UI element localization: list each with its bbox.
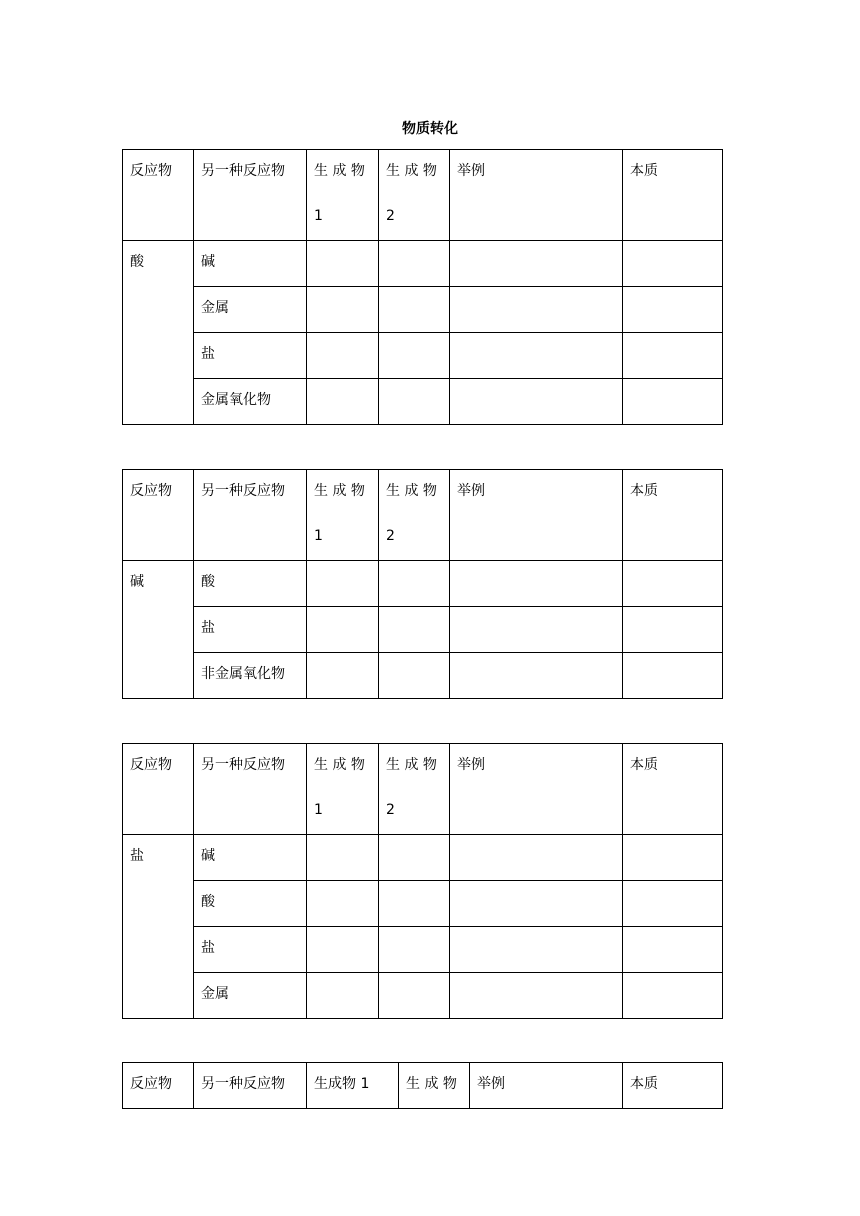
product-2-cell[interactable] — [379, 835, 450, 881]
table-row — [123, 653, 723, 699]
product-2-cell[interactable] — [379, 561, 450, 607]
product-1-cell[interactable] — [307, 973, 379, 1019]
table-row — [123, 927, 723, 973]
header-example: 举例 — [450, 470, 623, 561]
essence-cell[interactable] — [623, 835, 723, 881]
header-product-1: 生成物 1 — [307, 1063, 399, 1109]
product-2-cell[interactable] — [379, 241, 450, 287]
reactant-cell: 酸 — [123, 241, 194, 425]
example-cell[interactable] — [450, 653, 623, 699]
header-product-1-line1: 生 成 物 — [314, 483, 365, 499]
table-row — [123, 379, 723, 425]
product-2-cell[interactable] — [379, 881, 450, 927]
header-essence: 本质 — [623, 470, 723, 561]
reactant-cell: 碱 — [123, 561, 194, 699]
table-header-row — [123, 470, 723, 561]
other-reactant-cell: 盐 — [194, 607, 307, 653]
example-cell[interactable] — [450, 241, 623, 287]
product-1-cell[interactable] — [307, 379, 379, 425]
essence-cell[interactable] — [623, 927, 723, 973]
product-1-cell[interactable] — [307, 927, 379, 973]
product-2-cell[interactable] — [379, 927, 450, 973]
other-reactant-cell: 碱 — [194, 835, 307, 881]
essence-cell[interactable] — [623, 333, 723, 379]
header-product-2: 生 成 物 — [399, 1063, 470, 1109]
example-cell[interactable] — [450, 379, 623, 425]
header-other-reactant: 另一种反应物 — [194, 470, 307, 561]
table-row — [123, 881, 723, 927]
essence-cell[interactable] — [623, 607, 723, 653]
table-row — [123, 835, 723, 881]
essence-cell[interactable] — [623, 379, 723, 425]
table-header-row — [123, 744, 723, 835]
header-product-2-line2: 2 — [386, 528, 395, 544]
other-reactant-cell: 非金属氧化物 — [194, 653, 307, 699]
product-1-cell[interactable] — [307, 881, 379, 927]
essence-cell[interactable] — [623, 241, 723, 287]
other-reactant-cell: 酸 — [194, 561, 307, 607]
other-reactant-cell: 酸 — [194, 881, 307, 927]
product-1-cell[interactable] — [307, 333, 379, 379]
product-1-cell[interactable] — [307, 835, 379, 881]
other-reactant-cell: 金属 — [194, 973, 307, 1019]
header-product-1 — [307, 470, 379, 561]
other-reactant-cell: 碱 — [194, 241, 307, 287]
product-2-cell[interactable] — [379, 379, 450, 425]
essence-cell[interactable] — [623, 287, 723, 333]
other-reactant-cell: 盐 — [194, 927, 307, 973]
acid-table — [122, 149, 723, 425]
other-reactant-cell: 金属氧化物 — [194, 379, 307, 425]
header-product-1-line2: 1 — [314, 208, 323, 224]
header-example: 举例 — [450, 150, 623, 241]
example-cell[interactable] — [450, 607, 623, 653]
header-product-2-line1: 生 成 物 — [386, 483, 437, 499]
product-1-cell[interactable] — [307, 607, 379, 653]
product-1-cell[interactable] — [307, 241, 379, 287]
essence-cell[interactable] — [623, 881, 723, 927]
product-1-cell[interactable] — [307, 561, 379, 607]
header-product-1-line2: 1 — [314, 528, 323, 544]
product-2-cell[interactable] — [379, 287, 450, 333]
header-product-1 — [307, 150, 379, 241]
product-2-cell[interactable] — [379, 653, 450, 699]
example-cell[interactable] — [450, 927, 623, 973]
header-product-2-line2: 2 — [386, 208, 395, 224]
header-product-2 — [379, 150, 450, 241]
header-product-1-line1: 生 成 物 — [314, 163, 365, 179]
product-2-cell[interactable] — [379, 333, 450, 379]
header-essence: 本质 — [623, 150, 723, 241]
header-example: 举例 — [450, 744, 623, 835]
base-table — [122, 469, 723, 699]
fourth-table — [122, 1062, 723, 1109]
header-product-1 — [307, 744, 379, 835]
table-row — [123, 607, 723, 653]
table-header-row — [123, 1063, 723, 1109]
product-2-cell[interactable] — [379, 607, 450, 653]
table-row — [123, 287, 723, 333]
table-row — [123, 241, 723, 287]
header-essence: 本质 — [623, 1063, 723, 1109]
example-cell[interactable] — [450, 835, 623, 881]
essence-cell[interactable] — [623, 973, 723, 1019]
header-other-reactant: 另一种反应物 — [194, 1063, 307, 1109]
header-product-2-line1: 生 成 物 — [386, 757, 437, 773]
example-cell[interactable] — [450, 881, 623, 927]
essence-cell[interactable] — [623, 561, 723, 607]
header-essence: 本质 — [623, 744, 723, 835]
product-1-cell[interactable] — [307, 287, 379, 333]
table-row — [123, 973, 723, 1019]
header-example: 举例 — [470, 1063, 623, 1109]
reactant-cell: 盐 — [123, 835, 194, 1019]
product-2-cell[interactable] — [379, 973, 450, 1019]
example-cell[interactable] — [450, 973, 623, 1019]
header-other-reactant: 另一种反应物 — [194, 150, 307, 241]
header-product-1-line2: 1 — [314, 802, 323, 818]
example-cell[interactable] — [450, 333, 623, 379]
table-header-row — [123, 150, 723, 241]
other-reactant-cell: 金属 — [194, 287, 307, 333]
table-row — [123, 561, 723, 607]
page-title: 物质转化 — [402, 121, 458, 137]
header-reactant: 反应物 — [123, 1063, 194, 1109]
header-product-2 — [379, 470, 450, 561]
other-reactant-cell: 盐 — [194, 333, 307, 379]
header-reactant: 反应物 — [123, 150, 194, 241]
product-1-cell[interactable] — [307, 653, 379, 699]
header-product-2-line2: 2 — [386, 802, 395, 818]
header-reactant: 反应物 — [123, 470, 194, 561]
salt-table — [122, 743, 723, 1019]
example-cell[interactable] — [450, 287, 623, 333]
header-reactant: 反应物 — [123, 744, 194, 835]
header-product-1-line1: 生 成 物 — [314, 757, 365, 773]
essence-cell[interactable] — [623, 653, 723, 699]
header-product-2 — [379, 744, 450, 835]
header-product-2-line1: 生 成 物 — [386, 163, 437, 179]
table-row — [123, 333, 723, 379]
example-cell[interactable] — [450, 561, 623, 607]
header-other-reactant: 另一种反应物 — [194, 744, 307, 835]
